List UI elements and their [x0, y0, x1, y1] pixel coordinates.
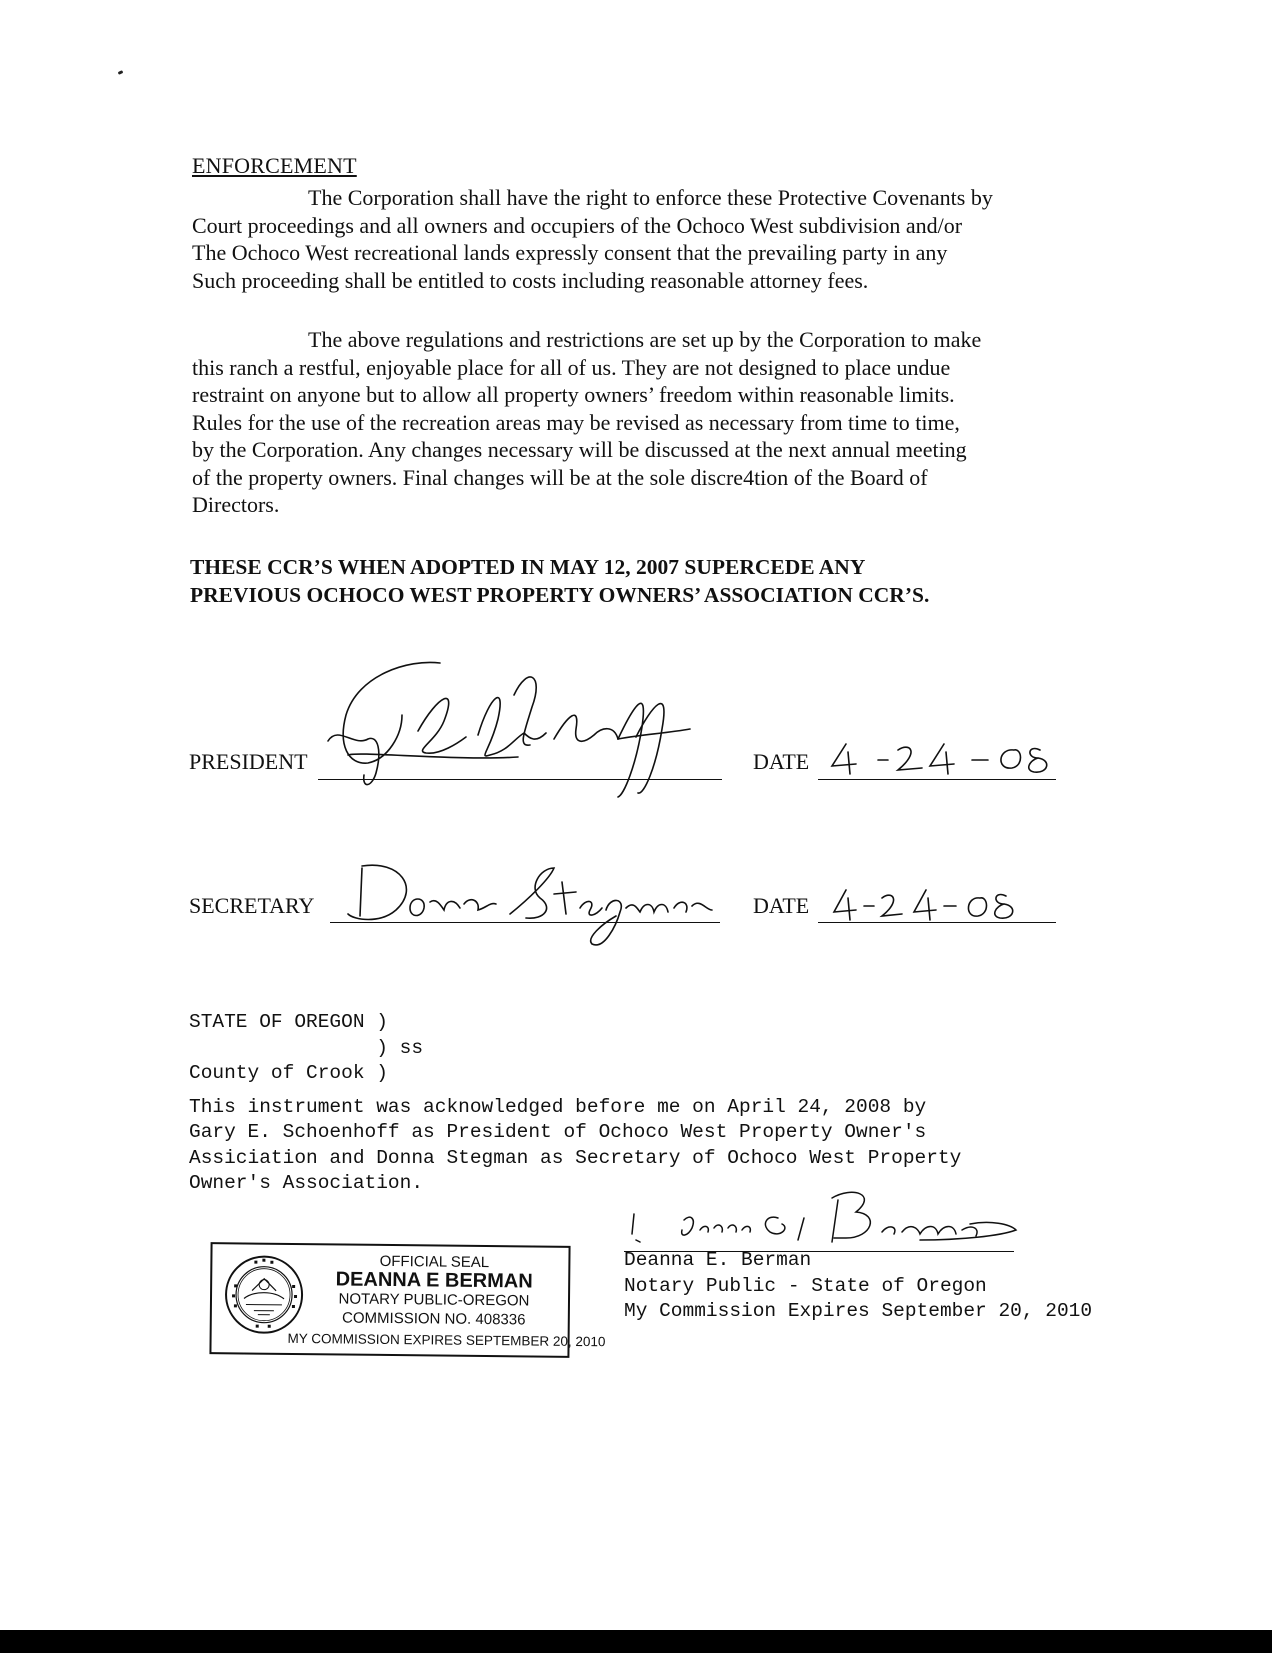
regulations-paragraph: [192, 326, 1082, 519]
venue-line: County of Crook ): [189, 1062, 388, 1084]
president-date-label: DATE: [753, 749, 810, 774]
president-signature: [318, 655, 728, 805]
paragraph-line: of the property owners. Final changes will be at the sole discre4tion of the Board of: [192, 464, 928, 490]
paragraph-line: The above regulations and restrictions are set up by the Corporation to make: [308, 327, 982, 352]
official-seal-stamp: [209, 1242, 606, 1358]
secretary-date-label: DATE: [753, 893, 810, 918]
venue-line: STATE OF OREGON ): [189, 1011, 388, 1033]
president-label: PRESIDENT: [189, 749, 308, 774]
paragraph-line: Rules for the use of the recreation areas may be revised as necessary from time to time,: [192, 409, 960, 435]
notary-signature: [620, 1184, 1040, 1252]
notice-line: THESE CCR’S WHEN ADOPTED IN MAY 12, 2007 SUPERCEDE ANY: [190, 555, 866, 579]
seal-notary-title: NOTARY PUBLIC-OREGON: [338, 1290, 530, 1310]
paragraph-line: Directors.: [192, 492, 280, 517]
seal-expiration: MY COMMISSION EXPIRES SEPTEMBER 20, 2010: [287, 1330, 606, 1350]
seal-heading: OFFICIAL SEAL: [379, 1252, 490, 1272]
paragraph-line: restraint on anyone but to allow all property owners’ freedom within reasonable limits.: [192, 382, 955, 407]
venue-line: ) ss: [189, 1036, 424, 1059]
secretary-label: SECRETARY: [189, 893, 315, 918]
president-date-handwritten: [826, 738, 1056, 780]
acknowledgment-line: Owner's Association.: [189, 1172, 424, 1194]
section-heading: ENFORCEMENT: [192, 153, 357, 178]
notary-title: Notary Public - State of Oregon: [624, 1274, 987, 1297]
seal-commission-number: COMMISSION NO. 408336: [342, 1309, 526, 1329]
acknowledgment-line: Assiciation and Donna Stegman as Secretary of Ochoco West Property: [189, 1146, 962, 1169]
paragraph-line: The Ochoco West recreational lands expressly consent that the prevailing party in any: [192, 240, 948, 265]
notary-signature-block: [624, 1248, 1092, 1325]
secretary-date-handwritten: [830, 884, 1030, 926]
ccr-supersede-notice: [190, 553, 929, 609]
secretary-signature: [340, 858, 740, 948]
scan-speck: [118, 70, 124, 75]
seal-notary-name: DEANNA E BERMAN: [335, 1268, 533, 1293]
paragraph-line: this ranch a restful, enjoyable place for all of us. They are not designed to place undue: [192, 354, 951, 380]
notary-commission: My Commission Expires September 20, 2010: [624, 1300, 1093, 1322]
state-of-oregon-seal-icon: [224, 1254, 305, 1335]
paragraph-line: by the Corporation. Any changes necessary will be discussed at the next annual meeting: [192, 437, 967, 462]
acknowledgment-line: This instrument was acknowledged before me on April 24, 2008 by: [189, 1095, 927, 1118]
paragraph-line: The Corporation shall have the right to enforce these Protective Covenants by: [308, 185, 993, 210]
enforcement-paragraph: [192, 184, 1082, 294]
paragraph-line: Such proceeding shall be entitled to costs including reasonable attorney fees.: [192, 267, 869, 293]
acknowledgment-line: Gary E. Schoenhoff as President of Ochoco West Property Owner's: [189, 1121, 927, 1143]
notary-name: Deanna E. Berman: [624, 1249, 812, 1271]
paragraph-line: Court proceedings and all owners and occupiers of the Ochoco West subdivision and/or: [192, 212, 963, 238]
notice-line: PREVIOUS OCHOCO WEST PROPERTY OWNERS’ ASSOCIATION CCR’S.: [190, 583, 930, 607]
scan-bottom-border: [0, 1630, 1272, 1653]
notary-acknowledgment: [189, 1010, 961, 1197]
seal-text: [304, 1251, 565, 1330]
